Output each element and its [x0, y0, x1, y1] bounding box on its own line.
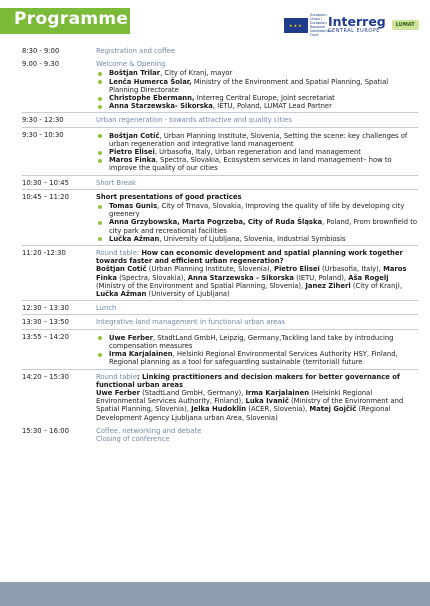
speaker-name: Uwe Ferber	[96, 388, 140, 397]
speaker-name: Irma Karjalainen	[245, 388, 310, 397]
speaker-name: Aša Rogelj	[348, 273, 389, 282]
round-table-title: How can economic development and spatial planning work together towards faster and efficient urban regeneration?	[96, 249, 403, 266]
speaker-item	[96, 334, 418, 350]
speaker-affiliation: (Regional Development Agency Ljubljana urban Area, Slovenia)	[96, 405, 391, 422]
speaker-name: Christophe Ebermann,	[109, 94, 195, 103]
speaker-talk: Ministry of the Environment and Spatial Planning, Spatial Planning Directorate	[109, 77, 389, 94]
session-content	[96, 315, 418, 328]
session-content	[96, 370, 418, 424]
time-slot: 11:20 -12:30	[22, 249, 66, 258]
speaker-talk: , City of Trnava, Slovakia, Improving the quality of life by developing city greenery	[109, 202, 405, 219]
speaker-affiliation: (Urban Planning Institute, Slovenia),	[146, 265, 274, 274]
logo-subtitle: CENTRAL EUROPE	[328, 28, 380, 35]
speaker-talk: , Spectra, Slovakia, Ecosystem services in land management– how to improve the quality of our cities	[109, 156, 392, 173]
round-table	[96, 373, 418, 422]
speaker-name: Anna Starzewska- Sikorska	[109, 102, 213, 111]
session-content	[96, 190, 418, 245]
speaker-name: Janez Ziherl	[305, 281, 351, 290]
time-slot: 9:30 - 12:30	[22, 116, 64, 125]
time-slot: 8:30 - 9:00	[22, 47, 60, 55]
speaker-name: Boštjan Cotič	[109, 131, 160, 140]
interreg-logo	[284, 14, 418, 36]
speaker-name: Anna Grzybowska, Marta Pogrzeba, City of Ruda Śląska	[109, 218, 323, 227]
time-slot: 13:55 – 14:20	[22, 332, 69, 341]
speaker-affiliation: (IETU, Poland),	[294, 273, 349, 282]
speaker-name: Tomas Gunis	[109, 202, 158, 211]
speaker-talk: , University of Ljubljana, Slovenia, Industrial Symbiosis	[159, 234, 346, 243]
round-table	[96, 249, 418, 298]
time-slot: 9:30 - 10:30	[22, 130, 64, 139]
speaker-affiliation: (ACER, Slovenia),	[246, 405, 310, 414]
speaker-list	[96, 202, 418, 243]
speaker-name: Pietro Elisei	[273, 265, 320, 274]
speaker-item	[96, 235, 418, 243]
speaker-talk: , Urbasofia, Italy, Urban regeneration and land management	[154, 148, 361, 157]
speaker-name: Maros Finka	[109, 156, 156, 165]
speaker-item	[96, 132, 418, 148]
speaker-name: Jelka Hudoklin	[191, 405, 247, 414]
schedule-row	[22, 57, 418, 113]
project-badge: LUMAT	[392, 20, 419, 30]
session-heading: Short Break	[96, 178, 136, 187]
time-slot: 13:30 – 13:50	[22, 318, 69, 327]
speaker-item	[96, 78, 418, 94]
speaker-name: Maros Finka	[96, 265, 407, 282]
session-heading: Integrative land management in functional urban areas	[96, 318, 285, 327]
eu-flag-icon	[284, 18, 308, 33]
logo-name: Interreg	[328, 13, 386, 29]
round-table-label: Round table	[96, 372, 137, 381]
speaker-talk: , City of Kranj, mayor	[160, 69, 233, 78]
speaker-name: Boštjan Cotič	[96, 265, 147, 274]
session-heading: Registration and coffee	[96, 47, 176, 55]
session-content	[96, 301, 418, 314]
speaker-affiliation: (StadtLand GmbH, Germany),	[139, 388, 246, 397]
round-table-label: Round table:	[96, 249, 142, 258]
speaker-affiliation: (City of Kranj),	[350, 281, 403, 290]
session-content	[96, 44, 418, 57]
eu-label: European Union | European Regional Development Fund	[310, 13, 334, 37]
speaker-name: Irma Karjalainen	[109, 350, 173, 359]
round-table-title: : Linking practitioners and decision makers for better governance of functional urban areas	[96, 372, 400, 389]
schedule-row	[22, 190, 418, 246]
schedule-row	[22, 424, 418, 445]
speaker-name: Uwe Ferber	[109, 333, 153, 342]
session-content	[96, 128, 418, 175]
speaker-name: Anna Starzewska - Sikorska	[187, 273, 295, 282]
speaker-talk: , Poland, From brownfield to city park and recreational facilities	[109, 218, 418, 235]
session-heading: Urban regeneration - towards attractive and quality cities	[96, 116, 292, 125]
schedule-row	[22, 128, 418, 176]
schedule-row	[22, 44, 418, 57]
speaker-list	[96, 334, 418, 367]
speaker-name: Boštjan Trilar	[109, 69, 161, 78]
speaker-affiliation: (Urbasofia, Italy),	[319, 265, 384, 274]
time-slot: 9.00 - 9.30	[22, 60, 60, 69]
schedule-row	[22, 176, 418, 190]
logo-text	[328, 13, 386, 35]
schedule-row	[22, 301, 418, 315]
session-heading: Welcome & Opening	[96, 60, 166, 69]
speaker-affiliation: (Helsinki Regional Environmental Services Authority, Finland),	[96, 388, 373, 406]
speaker-item	[96, 218, 418, 234]
speaker-talk: Interreg Central Europe, Joint secretariat	[194, 94, 335, 103]
speaker-item	[96, 350, 418, 366]
speaker-item	[96, 69, 418, 77]
session-content	[96, 176, 418, 189]
session-content	[96, 57, 418, 112]
speaker-name: Lučka Ažman	[96, 290, 147, 299]
speaker-talk: , StadtLand GmbH, Leipzig, Germany,Tackling land take by introducing compensation measures	[109, 333, 394, 350]
footer-band	[0, 582, 430, 606]
speaker-name: Lenča Humerca Šolar,	[109, 77, 192, 86]
speaker-name: Matej Gojčič	[309, 405, 357, 414]
session-heading: Closing of conference	[96, 434, 170, 443]
speaker-item	[96, 94, 418, 102]
session-content	[96, 424, 418, 445]
speaker-affiliation: (Ministry of the Environment and Spatial Planning, Slovenia),	[96, 397, 404, 414]
schedule-row	[22, 330, 418, 370]
speaker-name: Pietro Elisei	[109, 148, 155, 157]
time-slot: 10:30 – 10:45	[22, 178, 69, 187]
speaker-talk: , Urban Planning Institute, Slovenia, Setting the scene: key challenges of urban regeneration and integrative land management	[109, 131, 408, 148]
programme-schedule	[22, 44, 418, 445]
schedule-row	[22, 315, 418, 329]
speaker-item	[96, 102, 418, 110]
speaker-name: Lučka Ažman	[109, 234, 160, 243]
speaker-talk: , IETU, Poland, LUMAT Lead Partner	[212, 102, 332, 111]
session-content	[96, 330, 418, 369]
schedule-row	[22, 113, 418, 127]
speaker-affiliation: (Spectra, Slovakia),	[116, 273, 188, 282]
speaker-item	[96, 148, 418, 156]
session-content	[96, 246, 418, 300]
time-slot: 15:30 – 16:00	[22, 426, 69, 435]
time-slot: 12:30 – 13:30	[22, 304, 69, 313]
speaker-item	[96, 202, 418, 218]
session-title: Short presentations of good practices	[96, 192, 242, 201]
session-content	[96, 113, 418, 126]
page-title: Programme:	[14, 9, 136, 29]
schedule-row	[22, 370, 418, 424]
time-slot: 10:45 – 11:20	[22, 192, 69, 201]
speaker-name: Luka Ivanič	[245, 397, 289, 406]
time-slot: 14:20 – 15:30	[22, 372, 69, 381]
speaker-affiliation: (Ministry of the Environment and Spatial Planning, Slovenia),	[96, 281, 306, 290]
speaker-talk: , Helsinki Regional Environmental Services Authority HSY, Finland, Regional planning as a tool for safeguarding sustainable (territorial) future	[109, 350, 398, 367]
speaker-list	[96, 69, 418, 110]
speaker-list	[96, 132, 418, 173]
session-heading: Lunch	[96, 304, 117, 313]
session-heading: Coffee, networking and debate	[96, 426, 202, 435]
speaker-affiliation: (University of Ljubljana)	[146, 290, 230, 299]
speaker-item	[96, 156, 418, 172]
schedule-row	[22, 246, 418, 301]
page-header	[0, 0, 430, 40]
